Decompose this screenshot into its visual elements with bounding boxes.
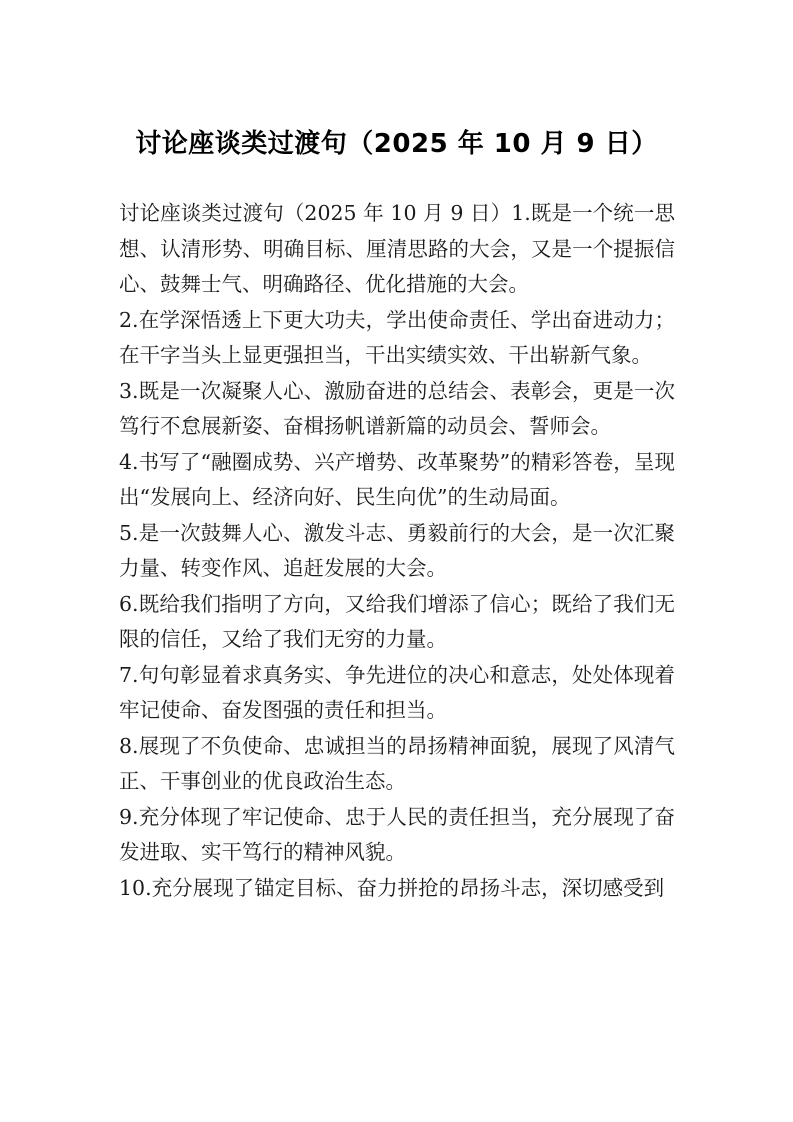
paragraph: 3.既是一次凝聚人心、激励奋进的总结会、表彰会，更是一次笃行不怠展新姿、奋楫扬帆谱新篇的动员会、誓师会。 <box>119 378 675 438</box>
document-title: 讨论座谈类过渡句（2025 年 10 月 9 日） <box>135 129 658 159</box>
paragraph: 2.在学深悟透上下更大功夫，学出使命责任、学出奋进动力；在干字当头上显更强担当，干出实绩实效、干出崭新气象。 <box>119 307 675 367</box>
paragraph: 5.是一次鼓舞人心、激发斗志、勇毅前行的大会，是一次汇聚力量、转变作风、追赶发展的大会。 <box>119 520 675 580</box>
paragraph: 9.充分体现了牢记使命、忠于人民的责任担当，充分展现了奋发进取、实干笃行的精神风貌。 <box>119 804 675 864</box>
paragraph: 10.充分展现了锚定目标、奋力拼抢的昂扬斗志，深切感受到 <box>119 875 665 900</box>
document-body <box>119 196 675 906</box>
paragraph: 8.展现了不负使命、忠诚担当的昂扬精神面貌，展现了风清气正、干事创业的优良政治生态。 <box>119 733 675 793</box>
paragraph: 讨论座谈类过渡句（2025 年 10 月 9 日）1.既是一个统一思想、认清形势、明确目标、厘清思路的大会，又是一个提振信心、鼓舞士气、明确路径、优化措施的大会。 <box>119 201 675 296</box>
paragraph: 7.句句彰显着求真务实、争先进位的决心和意志，处处体现着牢记使命、奋发图强的责任和担当。 <box>119 662 675 722</box>
paragraph: 4.书写了“融圈成势、兴产增势、改革聚势”的精彩答卷，呈现出“发展向上、经济向好、民生向优”的生动局面。 <box>119 449 675 509</box>
paragraph: 6.既给我们指明了方向，又给我们增添了信心；既给了我们无限的信任，又给了我们无穷的力量。 <box>119 591 675 651</box>
